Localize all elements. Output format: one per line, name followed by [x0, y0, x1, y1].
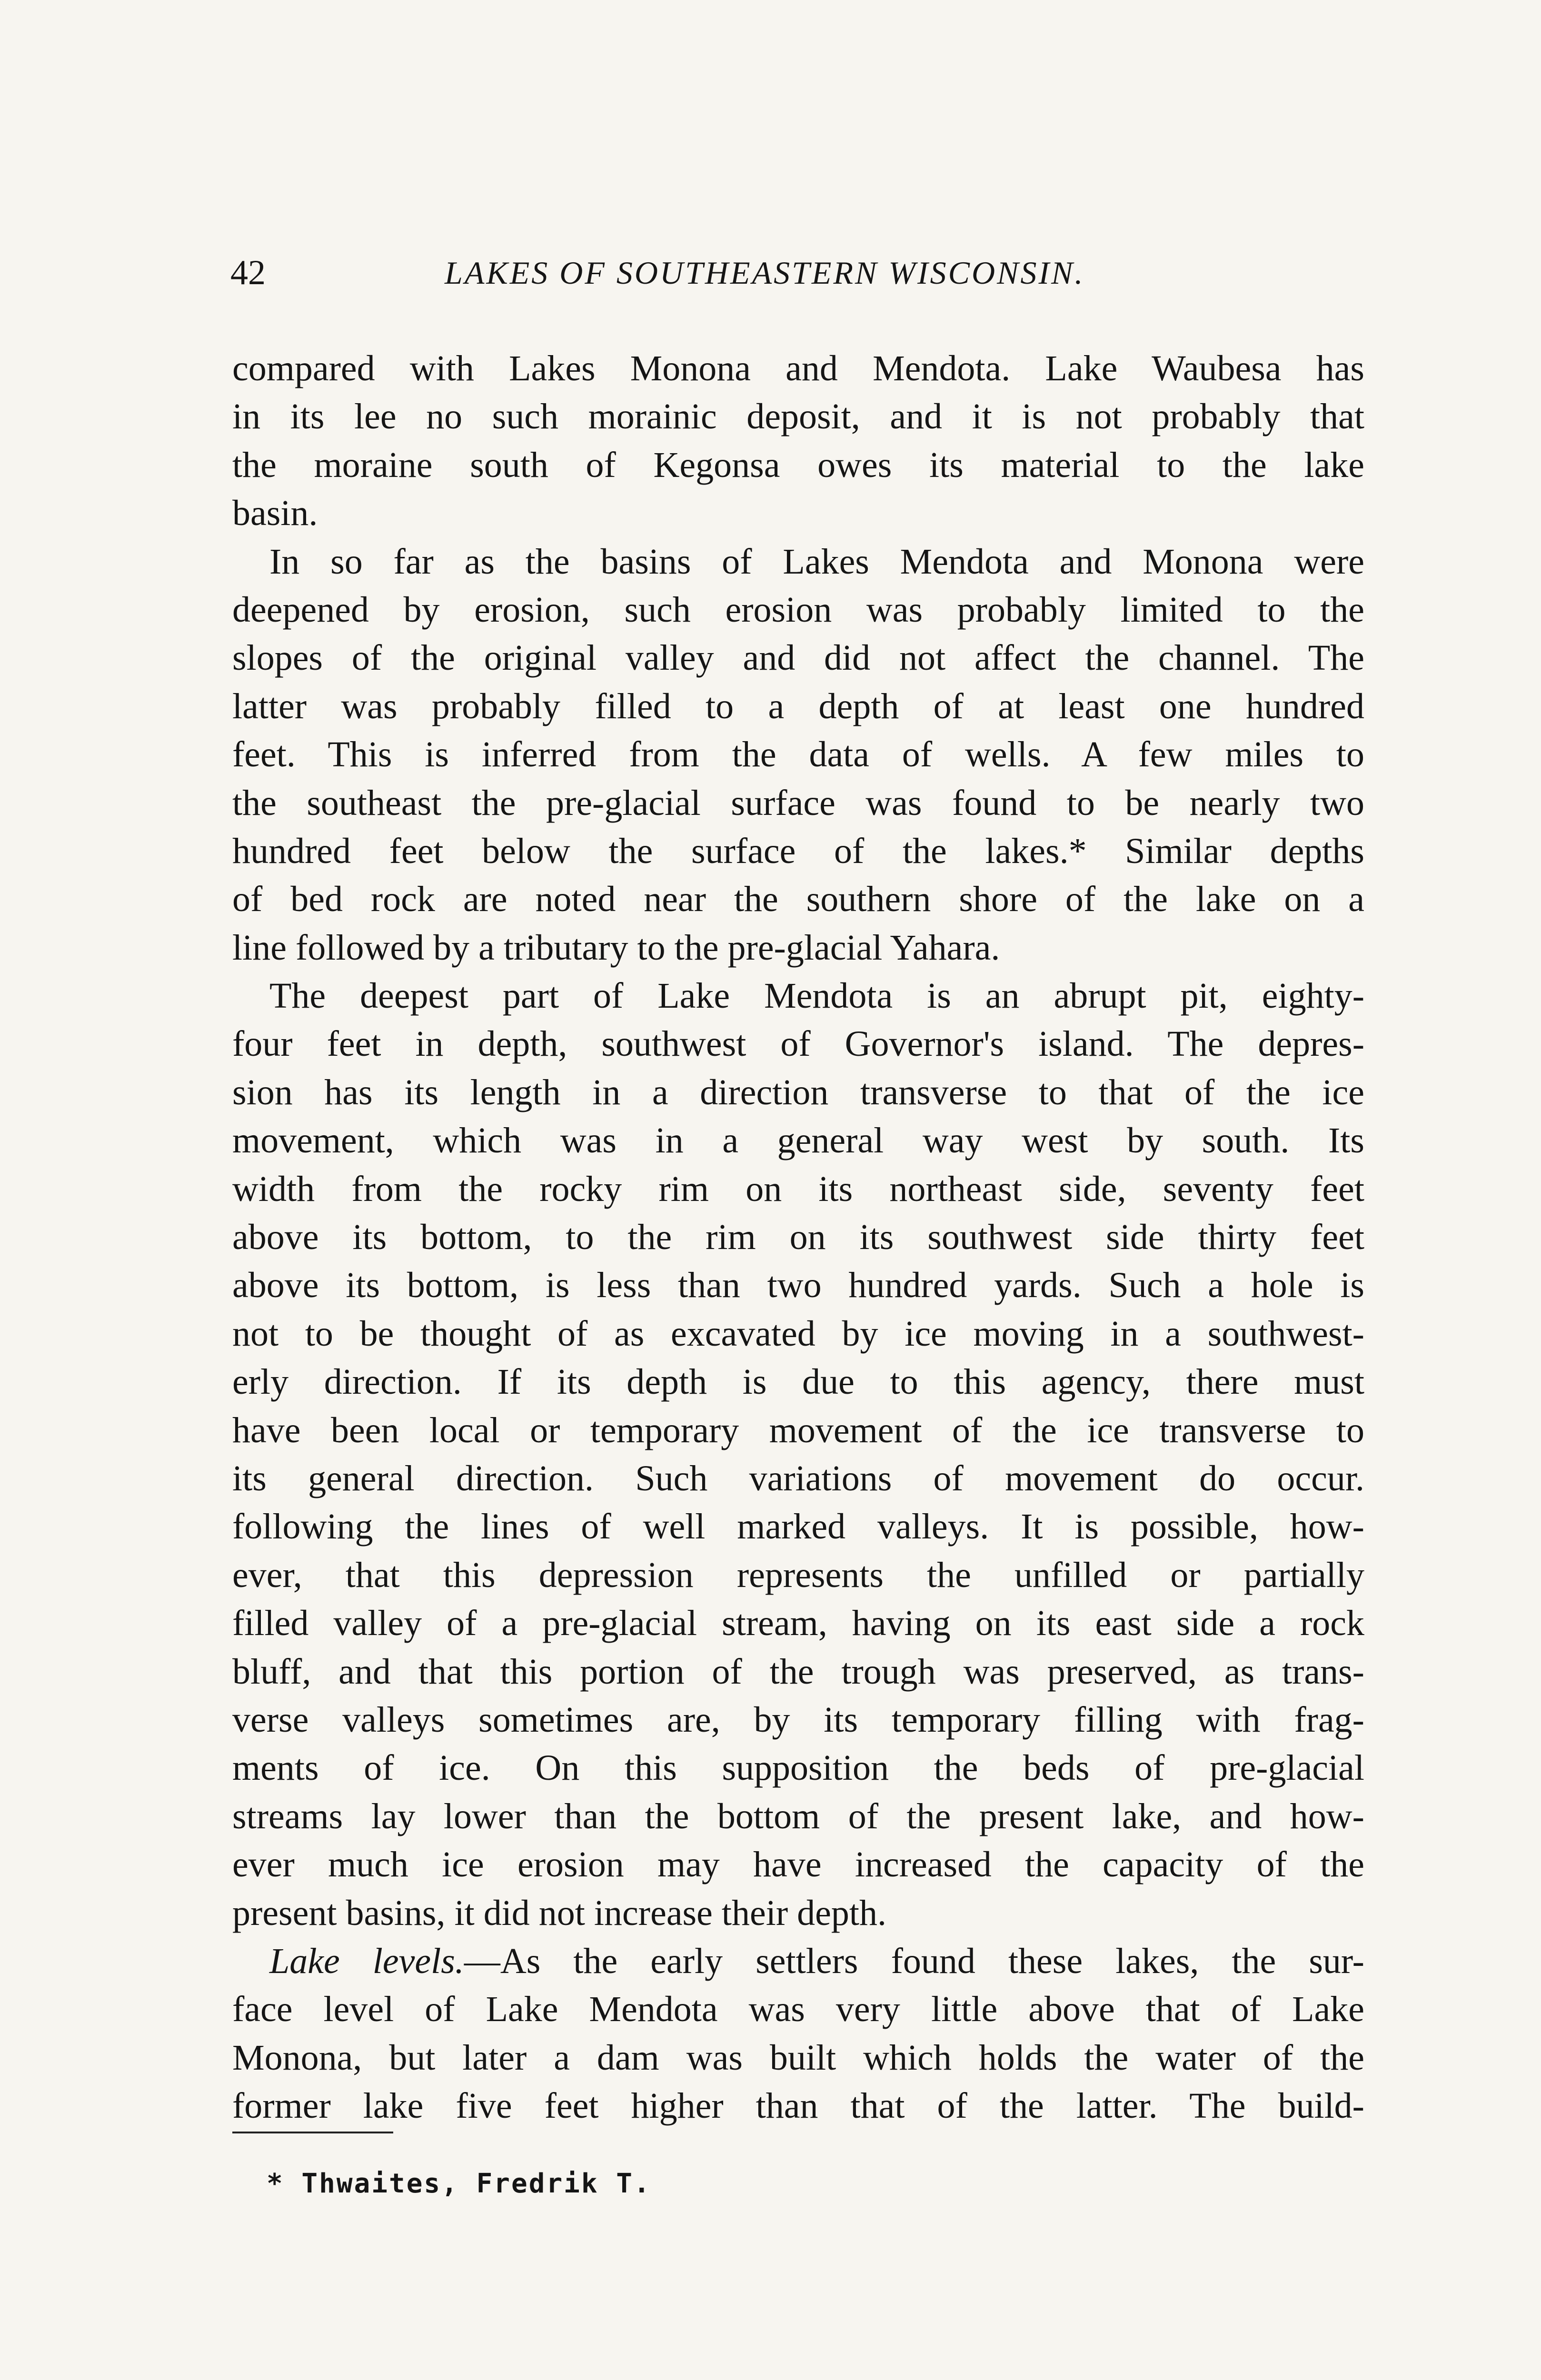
- text-line: latter was probably filled to a depth of at least one hundred: [232, 686, 1364, 726]
- text-line: above its bottom, to the rim on its southwest side thirty feet: [232, 1217, 1364, 1258]
- text-line: present basins, it did not increase their depth.: [232, 1893, 886, 1933]
- text-line-content: —As the early settlers found these lakes, the sur-: [464, 1941, 1364, 1981]
- text-line: slopes of the original valley and did not affect the channel. The: [232, 638, 1364, 678]
- running-head: LAKES OF SOUTHEASTERN WISCONSIN.: [445, 255, 1085, 291]
- text-line: not to be thought of as excavated by ice moving in a southwest-: [232, 1313, 1364, 1354]
- footnote: * Thwaites, Fredrik T.: [267, 2168, 651, 2199]
- text-line: The deepest part of Lake Mendota is an abrupt pit, eighty-: [269, 976, 1364, 1016]
- section-heading: Lake levels.: [269, 1941, 464, 1981]
- text-line: filled valley of a pre-glacial stream, having on its east side a rock: [232, 1603, 1364, 1644]
- text-line: four feet in depth, southwest of Governor's island. The depres-: [232, 1024, 1364, 1064]
- text-line: following the lines of well marked valleys. It is possible, how-: [232, 1507, 1364, 1547]
- text-line: face level of Lake Mendota was very little above that of Lake: [232, 1989, 1364, 2030]
- text-line: deepened by erosion, such erosion was probably limited to the: [232, 589, 1364, 630]
- paragraph: [232, 345, 1364, 538]
- text-line: compared with Lakes Monona and Mendota. Lake Waubesa has: [232, 348, 1364, 388]
- text-line: verse valleys sometimes are, by its temporary filling with frag-: [232, 1699, 1364, 1740]
- page-number: 42: [230, 253, 266, 292]
- text-line: streams lay lower than the bottom of the present lake, and how-: [232, 1796, 1364, 1836]
- text-line: in its lee no such morainic deposit, and it is not probably that: [232, 397, 1364, 437]
- text-line: ever much ice erosion may have increased the capacity of the: [232, 1844, 1364, 1885]
- text-line: In so far as the basins of Lakes Mendota and Monona were: [269, 541, 1364, 582]
- text-line: of bed rock are noted near the southern shore of the lake on a: [232, 879, 1364, 920]
- text-line: bluff, and that this portion of the trough was preserved, as trans-: [232, 1651, 1364, 1692]
- text-line: the moraine south of Kegonsa owes its material to the lake: [232, 445, 1364, 485]
- text-line: feet. This is inferred from the data of wells. A few miles to: [232, 734, 1364, 775]
- text-line: line followed by a tributary to the pre-glacial Yahara.: [232, 927, 1000, 968]
- text-line: ever, that this depression represents the unfilled or partially: [232, 1555, 1364, 1595]
- text-line: the southeast the pre-glacial surface was found to be nearly two: [232, 783, 1364, 823]
- text-line: ments of ice. On this supposition the beds of pre-glacial: [232, 1748, 1364, 1788]
- text-line: its general direction. Such variations of movement do occur.: [232, 1458, 1364, 1498]
- text-line: basin.: [232, 493, 318, 534]
- text-line: above its bottom, is less than two hundred yards. Such a hole is: [232, 1265, 1364, 1306]
- page-header: [230, 251, 1373, 294]
- text-line: hundred feet below the surface of the lakes.* Similar depths: [232, 831, 1364, 871]
- text-line: Monona, but later a dam was built which holds the water of the: [232, 2037, 1364, 2078]
- footnote-divider: [232, 2132, 393, 2133]
- body-text: [232, 345, 1364, 2130]
- text-line: width from the rocky rim on its northeast side, seventy feet: [232, 1169, 1364, 1209]
- text-line: sion has its length in a direction transverse to that of the ice: [232, 1072, 1364, 1112]
- text-line: [232, 1937, 1364, 1985]
- text-line: have been local or temporary movement of the ice transverse to: [232, 1410, 1364, 1450]
- text-line: former lake five feet higher than that of the latter. The build-: [232, 2086, 1364, 2126]
- paragraph: [232, 972, 1364, 1937]
- text-line: movement, which was in a general way west by south. Its: [232, 1121, 1364, 1161]
- paragraph: [232, 1937, 1364, 2131]
- text-line: erly direction. If its depth is due to this agency, there must: [232, 1362, 1364, 1402]
- paragraph: [232, 538, 1364, 972]
